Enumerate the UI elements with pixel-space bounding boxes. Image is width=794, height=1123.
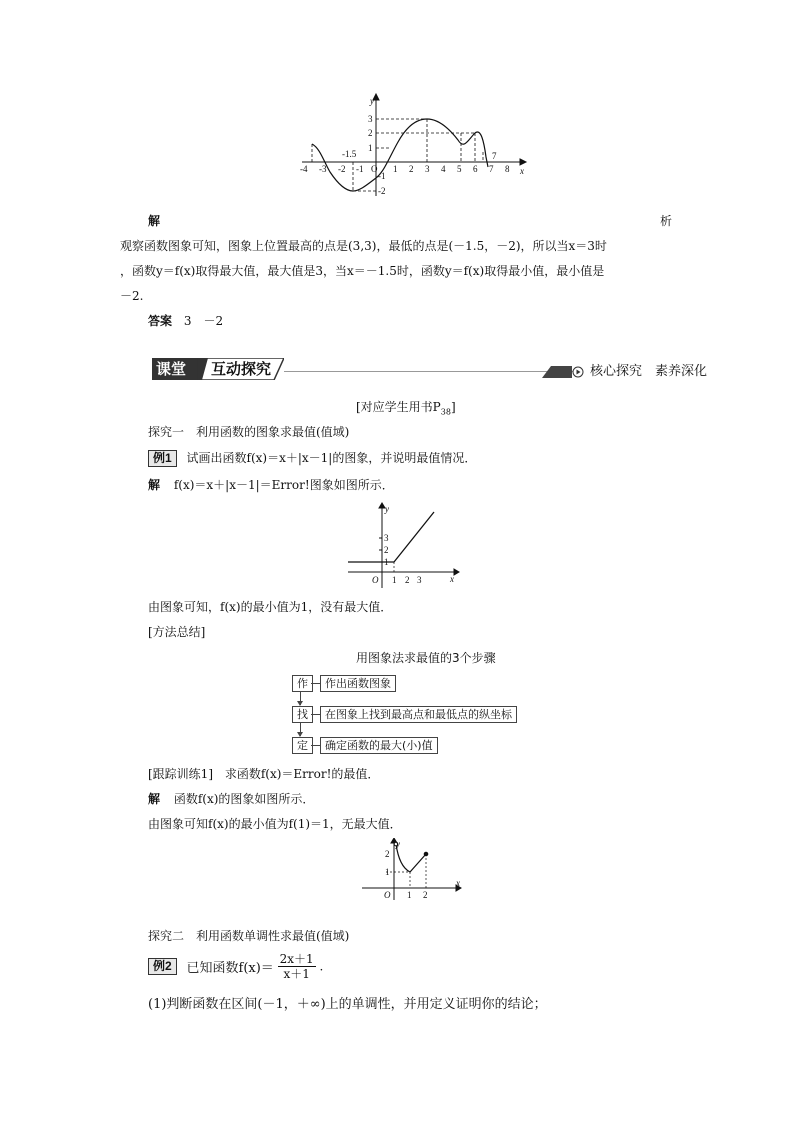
example1-label: 例1 <box>148 450 177 467</box>
graph2-xtick: 2 <box>405 575 410 585</box>
graph1-ytick: -1 <box>378 171 386 181</box>
training1-solution <box>148 790 314 808</box>
flow-connector <box>311 714 320 715</box>
flow-step-key: 找 <box>292 706 313 723</box>
example1-conclusion: 由图象可知，f(x)的最小值为1，没有最大值． <box>148 600 393 614</box>
example2-part1: (1)判断函数在区间(－1，＋∞)上的单调性，并用定义证明你的结论； <box>148 997 547 1012</box>
graph2-origin: O <box>372 575 379 585</box>
graph2-ytick: 1 <box>384 557 389 567</box>
graph1-ytick: -2 <box>378 186 386 196</box>
graph1-xtick: -3 <box>319 164 327 174</box>
play-circle-icon <box>572 366 584 378</box>
section2-title: 探究二 利用函数单调性求最值(值域) <box>148 929 350 943</box>
solution-label-right: 析 <box>660 214 673 228</box>
graph3-origin: O <box>384 890 391 900</box>
ref-note-sub: 38 <box>440 407 451 417</box>
graph1-xtick: 2 <box>409 164 414 174</box>
graph2-x-label: x <box>450 574 454 584</box>
graph1-xtick: 8 <box>505 164 510 174</box>
graph1-ytick: 1 <box>368 143 373 153</box>
flow-step-desc: 确定函数的最大(小)值 <box>320 737 438 754</box>
example2-label: 例2 <box>148 958 177 975</box>
graph1-xtick: 1 <box>393 164 398 174</box>
example1-text: 试画出函数f(x)＝x＋|x－1|的图象，并说明最值情况． <box>186 451 477 465</box>
graph3-ytick: 2 <box>385 849 390 859</box>
example1-row <box>148 449 476 467</box>
ref-note-text: [对应学生用书P <box>356 400 441 414</box>
function-graph-1 <box>298 92 528 202</box>
function-graph-2 <box>342 502 462 592</box>
graph3-xtick: 2 <box>423 890 428 900</box>
graph3-ytick: 1 <box>385 867 390 877</box>
graph1-xtick: -4 <box>300 164 308 174</box>
graph2-ytick: 3 <box>384 533 389 543</box>
banner-right-a: 核心探究 <box>590 364 643 379</box>
example1-solution <box>148 476 394 494</box>
banner-title-a: 课堂 <box>156 360 187 378</box>
flow-connector <box>311 745 320 746</box>
example1-sol-label: 解 <box>148 478 161 492</box>
banner-right-b: 素养深化 <box>655 364 708 379</box>
solution-line-2: ，函数y＝f(x)取得最大值，最大值是3，当x＝－1.5时，函数y＝f(x)取得最小值，最小值是 <box>120 264 605 278</box>
graph1-xtick: -2 <box>338 164 346 174</box>
graph1-xtick: O <box>371 164 378 174</box>
flow-step-key: 定 <box>292 737 313 754</box>
graph1-annot-neg15: -1.5 <box>342 149 357 159</box>
graph1-annot-7: 7 <box>492 151 497 161</box>
flow-step-key: 作 <box>292 675 313 692</box>
graph1-ytick: 2 <box>368 128 373 138</box>
graph1-xtick: 7 <box>489 164 494 174</box>
graph2-xtick: 1 <box>392 575 397 585</box>
training1-text: 求函数f(x)＝Error!的最值． <box>224 767 380 781</box>
graph3-y-label: y <box>396 839 400 849</box>
graph2-y-label: y <box>385 504 389 514</box>
flow-step-desc: 作出函数图象 <box>320 675 396 692</box>
graph1-ytick: 3 <box>368 114 373 124</box>
textbook-ref <box>356 398 456 421</box>
training1-label: [跟踪训练1] <box>148 767 213 781</box>
training1-sol-label: 解 <box>148 792 161 806</box>
graph1-xtick: -1 <box>356 164 364 174</box>
function-graph-3 <box>356 838 466 904</box>
answer-label: 答案 <box>148 314 173 328</box>
training1-conclusion: 由图象可知f(x)的最小值为f(1)＝1，无最大值． <box>148 817 402 831</box>
example1-sol-text: f(x)＝x＋|x－1|＝Error!图象如图所示． <box>173 478 394 492</box>
example2-end: . <box>319 959 324 974</box>
fraction-numerator: 2x＋1 <box>279 952 314 966</box>
section1-title: 探究一 利用函数的图象求最值(值域) <box>148 425 350 439</box>
graph2-ytick: 2 <box>384 545 389 555</box>
solution-line-1: 观察函数图象可知，图象上位置最高的点是(3,3)，最低的点是(－1.5，－2)，所以当x＝3时 <box>120 239 607 253</box>
graph1-x-label: x <box>520 166 524 176</box>
graph3-xtick: 1 <box>407 890 412 900</box>
graph2-xtick: 3 <box>417 575 422 585</box>
graph1-xtick: 6 <box>473 164 478 174</box>
training1-row <box>148 765 379 783</box>
flow-connector <box>311 683 320 684</box>
graph1-y-label: y <box>370 96 374 106</box>
graph1-xtick: 3 <box>425 164 430 174</box>
training1-sol-text: 函数f(x)的图象如图所示． <box>173 792 315 806</box>
answer-row <box>148 312 223 330</box>
example2-row <box>148 952 323 981</box>
answer-value: 3 －2 <box>183 314 224 328</box>
banner-divider <box>284 371 574 372</box>
flow-step-desc: 在图象上找到最高点和最低点的纵坐标 <box>320 706 517 723</box>
solution-label: 解 <box>148 214 161 228</box>
banner-title-b: 互动探究 <box>211 360 272 378</box>
flow-title: 用图象法求最值的3个步骤 <box>356 651 496 665</box>
example2-prefix: 已知函数f(x)＝ <box>186 961 274 976</box>
method-summary-title: [方法总结] <box>148 625 206 639</box>
solution-line-3: －2. <box>120 289 144 303</box>
banner-right-bar <box>542 366 572 378</box>
ref-note-close: ] <box>450 400 456 414</box>
graph3-x-label: x <box>456 878 460 888</box>
example2-fraction <box>278 952 316 981</box>
graph1-xtick: 4 <box>441 164 446 174</box>
graph1-xtick: 5 <box>457 164 462 174</box>
fraction-denominator: x＋1 <box>283 967 310 981</box>
